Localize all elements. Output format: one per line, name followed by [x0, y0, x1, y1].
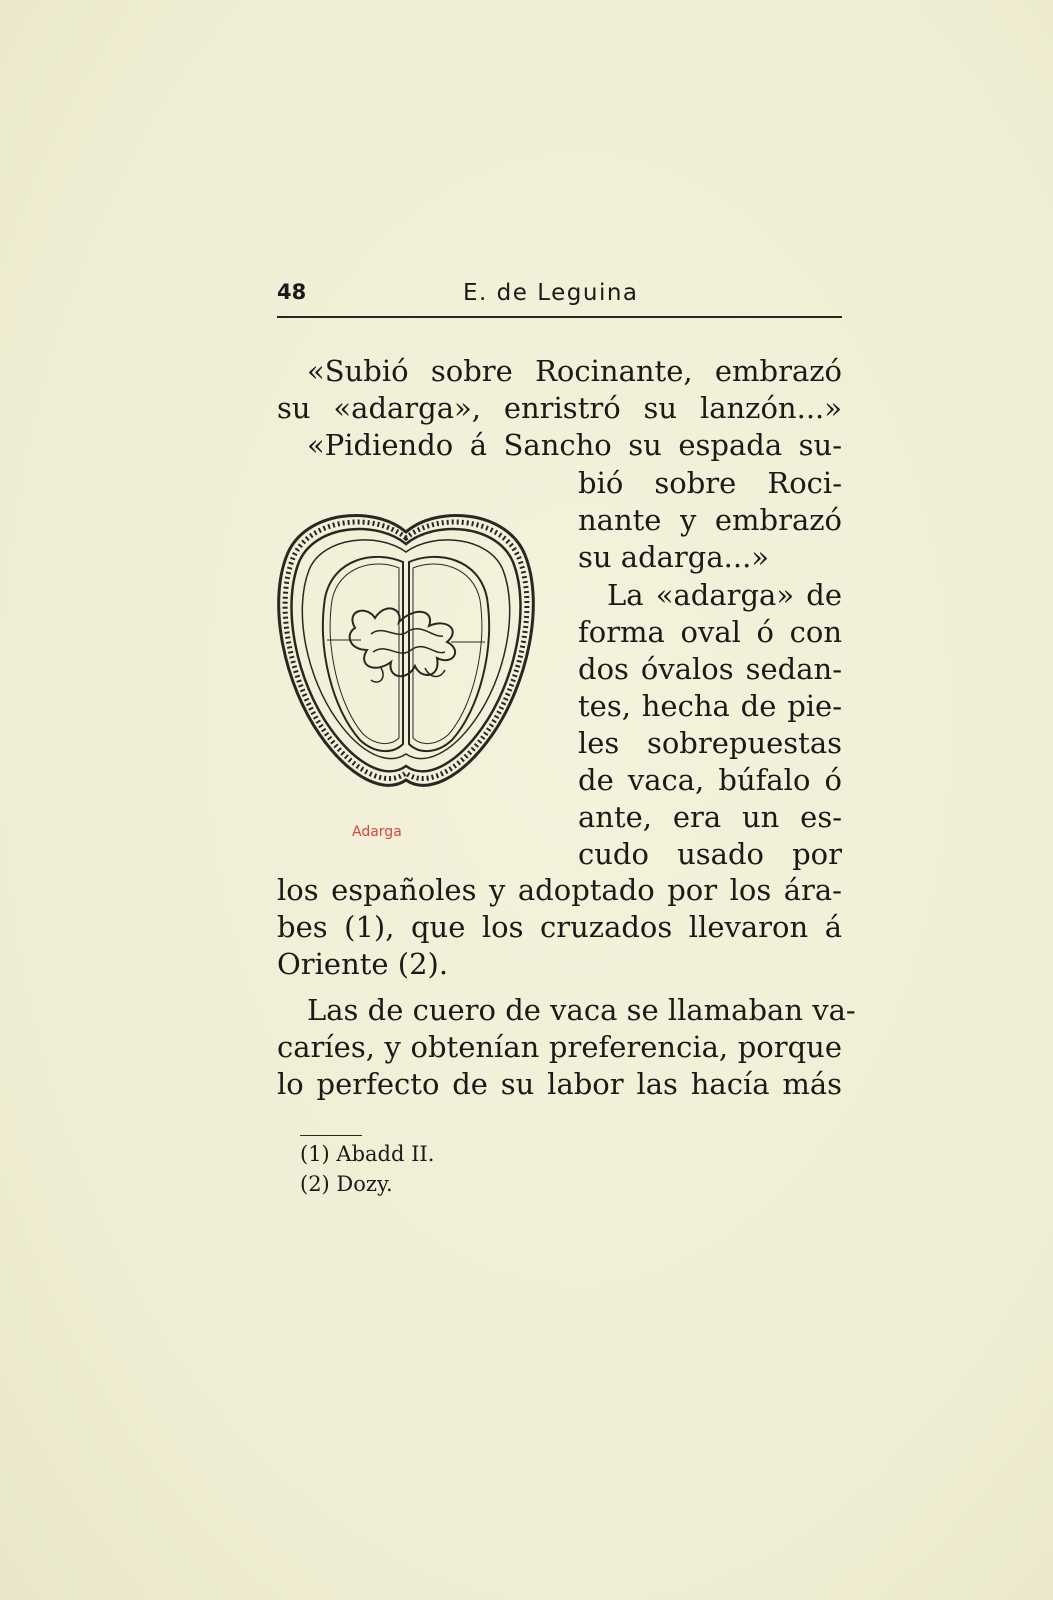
adarga-illustration	[275, 510, 537, 800]
footnote-divider	[300, 1135, 362, 1136]
body-line: bió sobre Roci-	[578, 466, 842, 500]
body-line: Las de cuero de vaca se llamaban va-	[307, 993, 856, 1027]
body-line: «Subió sobre Rocinante, embrazó	[307, 354, 842, 388]
body-line: lo perfecto de su labor las hacía más	[277, 1067, 842, 1101]
running-title: E. de Leguina	[463, 280, 639, 306]
body-line: ante, era un es-	[578, 800, 842, 834]
body-line: cudo usado por	[578, 837, 842, 871]
body-line: «Pidiendo á Sancho su espada su-	[307, 428, 842, 462]
body-line: dos óvalos sedan-	[578, 652, 842, 686]
body-line: Oriente (2).	[277, 947, 449, 981]
body-line: bes (1), que los cruzados llevaron á	[277, 910, 842, 944]
body-line: forma oval ó con	[578, 615, 842, 649]
footnote: (2) Dozy.	[300, 1172, 393, 1196]
body-line: La «adarga» de	[607, 578, 842, 612]
body-line: nante y embrazó	[578, 503, 842, 537]
body-line: los españoles y adoptado por los ára-	[277, 873, 842, 907]
body-line: su «adarga», enristró su lanzón...»	[277, 391, 842, 425]
figure-caption: Adarga	[352, 824, 402, 840]
body-line: de vaca, búfalo ó	[578, 763, 842, 797]
body-line: su adarga...»	[578, 540, 770, 574]
footnote: (1) Abadd II.	[300, 1142, 435, 1166]
running-header	[277, 280, 842, 318]
page-number: 48	[277, 280, 307, 304]
adarga-shield-drawing	[275, 510, 537, 800]
body-line: tes, hecha de pie-	[578, 689, 842, 723]
body-line: caríes, y obtenían preferencia, porque	[277, 1030, 842, 1064]
body-line: les sobrepuestas	[578, 726, 842, 760]
